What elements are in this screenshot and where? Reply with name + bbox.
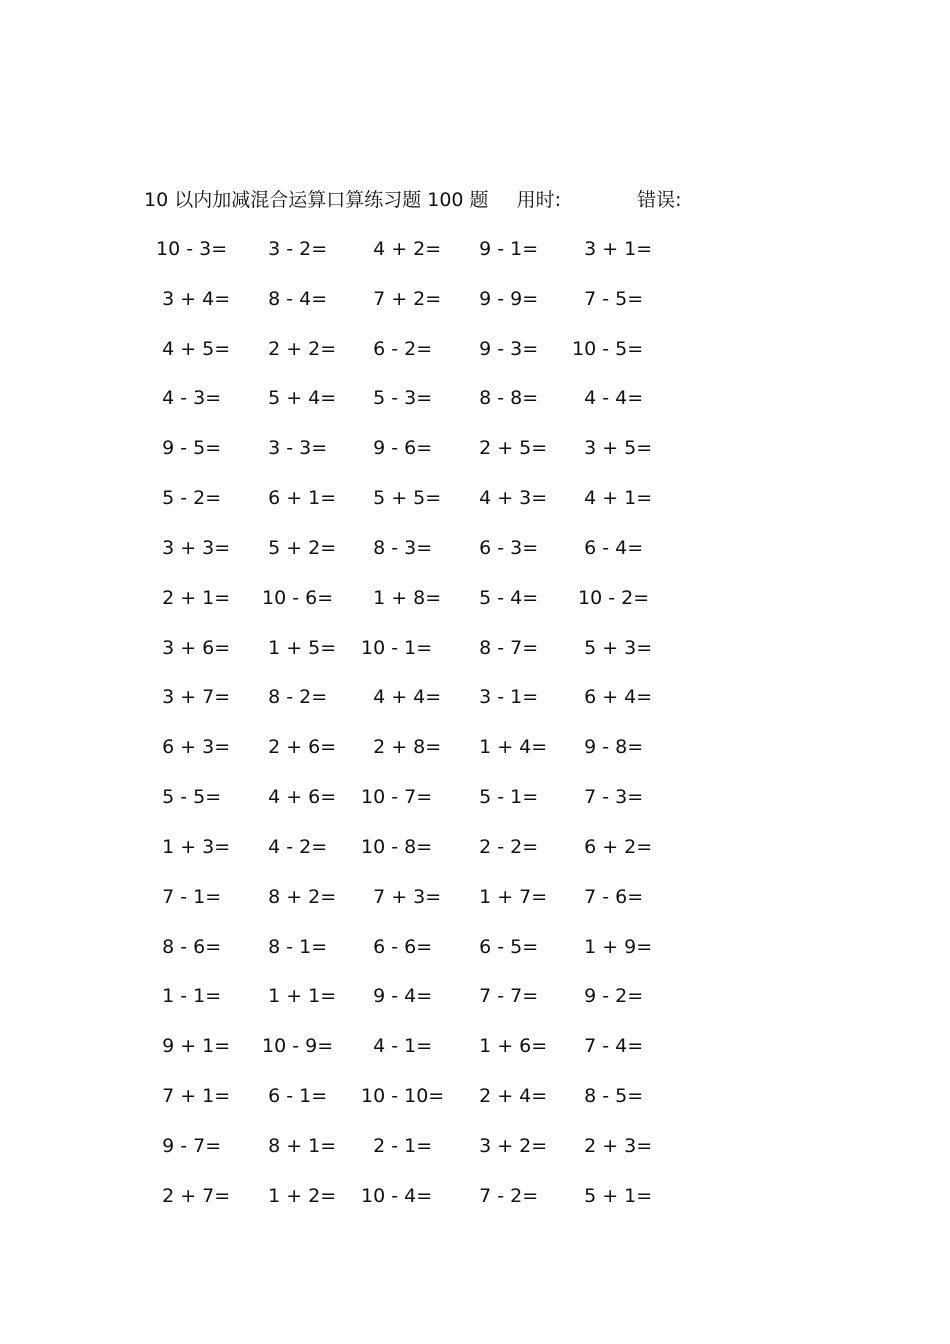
- math-problem: 8 + 1=: [256, 1134, 337, 1157]
- problem-row: [0, 882, 950, 932]
- math-problem: 3 + 5=: [572, 437, 653, 460]
- math-problem: 8 + 2=: [256, 885, 337, 908]
- math-problem: 3 + 4=: [150, 287, 231, 310]
- math-problem: 1 + 2=: [256, 1184, 337, 1207]
- math-problem: 2 + 1=: [150, 586, 231, 609]
- math-problem: 10 - 10=: [361, 1085, 445, 1108]
- problem-row: [0, 981, 950, 1031]
- math-problem: 1 + 7=: [467, 885, 548, 908]
- math-problem: 9 + 1=: [150, 1035, 231, 1058]
- problem-row: [0, 932, 950, 982]
- math-problem: 9 - 3=: [467, 337, 539, 360]
- math-problem: 10 - 2=: [572, 586, 650, 609]
- math-problem: 4 + 3=: [467, 487, 548, 510]
- math-problem: 3 + 2=: [467, 1134, 548, 1157]
- math-problem: 7 - 3=: [572, 786, 644, 809]
- time-label: 用时:: [516, 189, 562, 211]
- math-problem: 1 - 1=: [150, 985, 222, 1008]
- math-problem: 7 + 3=: [361, 885, 442, 908]
- problem-row: [0, 583, 950, 633]
- problem-row: [0, 832, 950, 882]
- math-problem: 4 + 5=: [150, 337, 231, 360]
- math-problem: 6 - 3=: [467, 536, 539, 559]
- math-problem: 10 - 9=: [256, 1035, 334, 1058]
- math-problem: 2 + 2=: [256, 337, 337, 360]
- math-problem: 1 + 8=: [361, 586, 442, 609]
- math-problem: 3 + 1=: [572, 238, 653, 260]
- problem-grid: [0, 234, 950, 1231]
- math-problem: 9 - 4=: [361, 985, 433, 1008]
- math-problem: 8 - 5=: [572, 1085, 644, 1108]
- problem-row: [0, 682, 950, 732]
- math-problem: 4 + 4=: [361, 686, 442, 709]
- math-problem: 10 - 7=: [361, 786, 433, 809]
- problem-row: [0, 483, 950, 533]
- math-problem: 10 - 5=: [572, 337, 644, 360]
- math-problem: 5 - 2=: [150, 487, 222, 510]
- math-problem: 2 - 2=: [467, 835, 539, 858]
- math-problem: 3 + 3=: [150, 536, 231, 559]
- problem-row: [0, 1031, 950, 1081]
- math-problem: 1 + 5=: [256, 636, 337, 659]
- math-problem: 7 - 4=: [572, 1035, 644, 1058]
- math-problem: 8 - 7=: [467, 636, 539, 659]
- math-problem: 1 + 4=: [467, 736, 548, 759]
- math-problem: 2 + 7=: [150, 1184, 231, 1207]
- problem-row: [0, 1081, 950, 1131]
- math-problem: 8 - 1=: [256, 935, 328, 958]
- math-problem: 7 - 1=: [150, 885, 222, 908]
- math-problem: 8 - 4=: [256, 287, 328, 310]
- problem-row: [0, 433, 950, 483]
- math-problem: 10 - 8=: [361, 835, 433, 858]
- math-problem: 7 + 1=: [150, 1085, 231, 1108]
- math-problem: 5 + 2=: [256, 536, 337, 559]
- math-problem: 4 + 2=: [361, 238, 442, 260]
- problem-row: [0, 284, 950, 334]
- math-problem: 7 + 2=: [361, 287, 442, 310]
- math-problem: 6 + 2=: [572, 835, 653, 858]
- math-problem: 1 + 6=: [467, 1035, 548, 1058]
- math-problem: 10 - 1=: [361, 636, 433, 659]
- problem-row: [0, 732, 950, 782]
- math-problem: 4 - 2=: [256, 835, 328, 858]
- math-problem: 2 + 6=: [256, 736, 337, 759]
- math-problem: 10 - 3=: [150, 238, 228, 260]
- math-problem: 4 - 3=: [150, 387, 222, 410]
- math-problem: 7 - 5=: [572, 287, 644, 310]
- math-problem: 5 + 4=: [256, 387, 337, 410]
- math-problem: 10 - 4=: [361, 1184, 433, 1207]
- math-problem: 6 + 1=: [256, 487, 337, 510]
- worksheet-title: 10 以内加减混合运算口算练习题 100 题: [144, 189, 489, 211]
- math-problem: 3 - 1=: [467, 686, 539, 709]
- math-problem: 1 + 1=: [256, 985, 337, 1008]
- math-problem: 8 - 8=: [467, 387, 539, 410]
- math-problem: 5 + 1=: [572, 1184, 653, 1207]
- math-problem: 3 - 3=: [256, 437, 328, 460]
- math-problem: 2 + 5=: [467, 437, 548, 460]
- math-problem: 6 - 5=: [467, 935, 539, 958]
- math-problem: 6 - 6=: [361, 935, 433, 958]
- problem-row: [0, 1131, 950, 1181]
- math-problem: 4 - 4=: [572, 387, 644, 410]
- math-problem: 9 - 7=: [150, 1134, 222, 1157]
- math-problem: 2 - 1=: [361, 1134, 433, 1157]
- math-problem: 6 + 4=: [572, 686, 653, 709]
- math-problem: 2 + 3=: [572, 1134, 653, 1157]
- problem-row: [0, 782, 950, 832]
- problem-row: [0, 234, 950, 284]
- problem-row: [0, 633, 950, 683]
- math-problem: 4 + 6=: [256, 786, 337, 809]
- math-problem: 7 - 7=: [467, 985, 539, 1008]
- math-problem: 3 + 7=: [150, 686, 231, 709]
- math-problem: 9 - 2=: [572, 985, 644, 1008]
- math-problem: 2 + 8=: [361, 736, 442, 759]
- math-problem: 9 - 8=: [572, 736, 644, 759]
- math-problem: 5 - 4=: [467, 586, 539, 609]
- math-problem: 8 - 3=: [361, 536, 433, 559]
- math-problem: 5 + 3=: [572, 636, 653, 659]
- math-problem: 8 - 6=: [150, 935, 222, 958]
- math-problem: 3 + 6=: [150, 636, 231, 659]
- math-problem: 1 + 9=: [572, 935, 653, 958]
- math-problem: 5 - 5=: [150, 786, 222, 809]
- math-problem: 9 - 9=: [467, 287, 539, 310]
- math-problem: 5 - 1=: [467, 786, 539, 809]
- math-problem: 5 - 3=: [361, 387, 433, 410]
- math-problem: 3 - 2=: [256, 238, 328, 260]
- math-problem: 1 + 3=: [150, 835, 231, 858]
- math-problem: 4 + 1=: [572, 487, 653, 510]
- math-problem: 10 - 6=: [256, 586, 334, 609]
- math-problem: 7 - 6=: [572, 885, 644, 908]
- math-problem: 8 - 2=: [256, 686, 328, 709]
- problem-row: [0, 1181, 950, 1231]
- problem-row: [0, 334, 950, 384]
- math-problem: 7 - 2=: [467, 1184, 539, 1207]
- problem-row: [0, 383, 950, 433]
- math-problem: 2 + 4=: [467, 1085, 548, 1108]
- error-label: 错误:: [637, 189, 682, 211]
- worksheet-header: [144, 185, 681, 215]
- math-problem: 6 - 4=: [572, 536, 644, 559]
- math-problem: 5 + 5=: [361, 487, 442, 510]
- problem-row: [0, 533, 950, 583]
- math-problem: 9 - 5=: [150, 437, 222, 460]
- math-problem: 9 - 1=: [467, 238, 539, 260]
- math-problem: 9 - 6=: [361, 437, 433, 460]
- math-problem: 6 + 3=: [150, 736, 231, 759]
- math-problem: 6 - 1=: [256, 1085, 328, 1108]
- math-problem: 6 - 2=: [361, 337, 433, 360]
- math-problem: 4 - 1=: [361, 1035, 433, 1058]
